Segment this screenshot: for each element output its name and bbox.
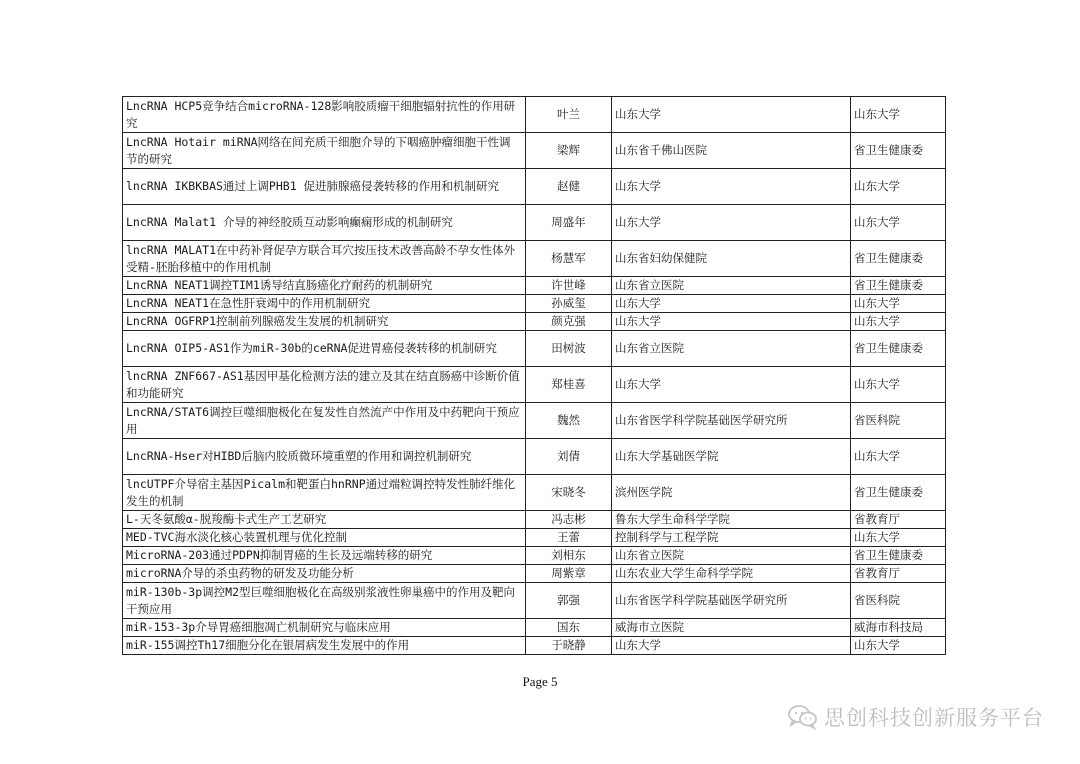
row-title: L-天冬氨酸α-脱羧酶卡式生产工艺研究	[123, 511, 526, 529]
row-title: LncRNA/STAT6调控巨噬细胞极化在复发性自然流产中作用及中药靶向干预应用	[123, 403, 526, 439]
row-dept: 省卫生健康委	[851, 547, 946, 565]
row-unit: 山东农业大学生命科学学院	[612, 565, 851, 583]
row-title: microRNA介导的杀虫药物的研发及功能分析	[123, 565, 526, 583]
row-dept: 省教育厅	[851, 511, 946, 529]
row-unit: 山东大学	[612, 637, 851, 655]
row-person: 郭强	[526, 583, 612, 619]
row-dept: 省医科院	[851, 583, 946, 619]
row-unit: 山东省千佛山医院	[612, 133, 851, 169]
row-title: LncRNA Malat1 介导的神经胶质互动影响癫痫形成的机制研究	[123, 205, 526, 241]
row-dept: 省卫生健康委	[851, 133, 946, 169]
table-row	[123, 547, 946, 565]
row-unit: 山东大学	[612, 295, 851, 313]
row-unit: 滨州医学院	[612, 475, 851, 511]
row-unit: 山东省妇幼保健院	[612, 241, 851, 277]
row-person: 叶兰	[526, 97, 612, 133]
row-person: 周紫章	[526, 565, 612, 583]
row-title: LncRNA OGFRP1控制前列腺癌发生发展的机制研究	[123, 313, 526, 331]
row-person: 郑桂喜	[526, 367, 612, 403]
row-unit: 山东省立医院	[612, 547, 851, 565]
row-person: 刘相东	[526, 547, 612, 565]
table-row	[123, 133, 946, 169]
watermark-text: 思创科技创新服务平台	[824, 706, 1044, 730]
row-dept: 山东大学	[851, 439, 946, 475]
row-person: 杨慧军	[526, 241, 612, 277]
row-dept: 威海市科技局	[851, 619, 946, 637]
row-person: 于晓静	[526, 637, 612, 655]
row-dept: 省卫生健康委	[851, 277, 946, 295]
row-title: LncRNA Hotair miRNA网络在间充质干细胞介导的下咽癌肿瘤细胞干性调节的研究	[123, 133, 526, 169]
row-unit: 山东大学基础医学院	[612, 439, 851, 475]
row-dept: 山东大学	[851, 169, 946, 205]
table-row	[123, 295, 946, 313]
row-unit: 威海市立医院	[612, 619, 851, 637]
watermark	[788, 702, 1044, 732]
project-table	[122, 96, 946, 655]
row-unit: 控制科学与工程学院	[612, 529, 851, 547]
row-dept: 省教育厅	[851, 565, 946, 583]
row-person: 孙威玺	[526, 295, 612, 313]
row-dept: 省卫生健康委	[851, 241, 946, 277]
table-row	[123, 565, 946, 583]
row-dept: 山东大学	[851, 295, 946, 313]
row-person: 冯志彬	[526, 511, 612, 529]
table-row	[123, 511, 946, 529]
row-dept: 山东大学	[851, 97, 946, 133]
row-person: 王蕾	[526, 529, 612, 547]
table-row	[123, 97, 946, 133]
row-title: MicroRNA-203通过PDPN抑制胃癌的生长及远端转移的研究	[123, 547, 526, 565]
row-title: miR-130b-3p调控M2型巨噬细胞极化在高级别浆液性卵巢癌中的作用及靶向干预应用	[123, 583, 526, 619]
row-unit: 山东大学	[612, 367, 851, 403]
row-person: 刘倩	[526, 439, 612, 475]
row-unit: 山东大学	[612, 97, 851, 133]
row-unit: 山东省立医院	[612, 331, 851, 367]
row-dept: 山东大学	[851, 367, 946, 403]
row-dept: 省医科院	[851, 403, 946, 439]
table-row	[123, 619, 946, 637]
wechat-icon	[788, 704, 818, 730]
row-person: 魏然	[526, 403, 612, 439]
table-row	[123, 331, 946, 367]
table-row	[123, 277, 946, 295]
row-unit: 山东省医学科学院基础医学研究所	[612, 403, 851, 439]
row-person: 宋晓冬	[526, 475, 612, 511]
table-row	[123, 475, 946, 511]
row-person: 田树波	[526, 331, 612, 367]
table-row	[123, 439, 946, 475]
table-row	[123, 367, 946, 403]
page-number: Page 5	[522, 674, 558, 689]
table-row	[123, 169, 946, 205]
row-person: 周盛年	[526, 205, 612, 241]
row-title: LncRNA OIP5-AS1作为miR-30b的ceRNA促进胃癌侵袭转移的机制研究	[123, 331, 526, 367]
row-unit: 山东省医学科学院基础医学研究所	[612, 583, 851, 619]
row-title: LncRNA-Hser对HIBD后脑内胶质微环境重塑的作用和调控机制研究	[123, 439, 526, 475]
row-dept: 山东大学	[851, 313, 946, 331]
row-title: lncUTPF介导宿主基因Picalm和靶蛋白hnRNP通过端粒调控特发性肺纤维化发生的机制	[123, 475, 526, 511]
row-title: lncRNA ZNF667-AS1基因甲基化检测方法的建立及其在结直肠癌中诊断价值和功能研究	[123, 367, 526, 403]
row-unit: 山东大学	[612, 313, 851, 331]
table-row	[123, 637, 946, 655]
table-row	[123, 529, 946, 547]
table-row	[123, 313, 946, 331]
row-dept: 山东大学	[851, 637, 946, 655]
table-row	[123, 583, 946, 619]
row-title: miR-155调控Th17细胞分化在银屑病发生发展中的作用	[123, 637, 526, 655]
row-title: lncRNA IKBKBAS通过上调PHB1 促进肺腺癌侵袭转移的作用和机制研究	[123, 169, 526, 205]
row-unit: 山东省立医院	[612, 277, 851, 295]
row-dept: 山东大学	[851, 529, 946, 547]
row-person: 许世峰	[526, 277, 612, 295]
table-body	[123, 97, 946, 655]
table-row	[123, 403, 946, 439]
table-row	[123, 241, 946, 277]
row-dept: 省卫生健康委	[851, 331, 946, 367]
row-person: 梁辉	[526, 133, 612, 169]
row-unit: 鲁东大学生命科学学院	[612, 511, 851, 529]
row-unit: 山东大学	[612, 169, 851, 205]
row-title: LncRNA HCP5竞争结合microRNA-128影响胶质瘤干细胞辐射抗性的作用研究	[123, 97, 526, 133]
row-unit: 山东大学	[612, 205, 851, 241]
row-title: LncRNA NEAT1在急性肝衰竭中的作用机制研究	[123, 295, 526, 313]
row-person: 国东	[526, 619, 612, 637]
row-person: 颜克强	[526, 313, 612, 331]
row-dept: 省卫生健康委	[851, 475, 946, 511]
row-title: LncRNA NEAT1调控TIM1诱导结直肠癌化疗耐药的机制研究	[123, 277, 526, 295]
row-dept: 山东大学	[851, 205, 946, 241]
row-person: 赵健	[526, 169, 612, 205]
table-row	[123, 205, 946, 241]
row-title: MED-TVC海水淡化核心装置机理与优化控制	[123, 529, 526, 547]
row-title: miR-153-3p介导胃癌细胞凋亡机制研究与临床应用	[123, 619, 526, 637]
row-title: lncRNA MALAT1在中药补肾促孕方联合耳穴按压技术改善高龄不孕女性体外受精-胚胎移植中的作用机制	[123, 241, 526, 277]
